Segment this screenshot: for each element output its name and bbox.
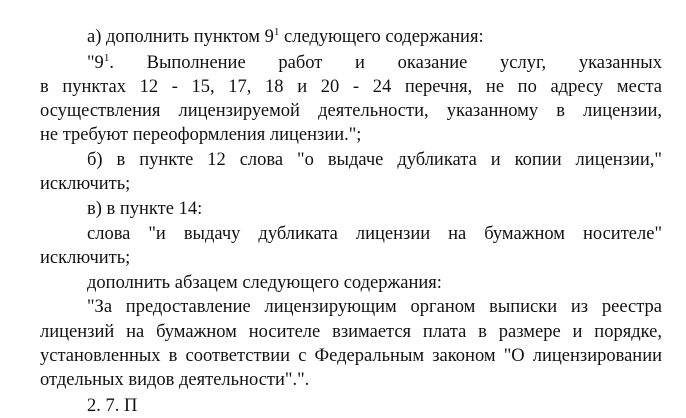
quote-line-4: отдельных видов деятельности".".: [40, 370, 310, 390]
point-9-line-1-text: . Выполнение работ и оказание услуг, указанных: [109, 53, 662, 73]
point-9-line-4: не требуют переоформления лицензии.";: [40, 125, 362, 145]
item-a-intro: [87, 25, 484, 49]
item-v-words-line-2: исключить;: [40, 248, 131, 268]
cut-off-next-line: [87, 394, 207, 416]
item-b-line-1: б) в пункте 12 слова "о выдаче дубликата и копии лицензии,": [87, 150, 662, 170]
point-9-line-2: в пунктах 12 - 15, 17, 18 и 20 - 24 перечня, не по адресу места: [40, 77, 662, 97]
item-v-intro: в) в пункте 14:: [87, 199, 203, 219]
item-v-words-line-1: слова "и выдачу дубликата лицензии на бумажном носителе": [87, 224, 662, 244]
item-a-superscript: 1: [273, 26, 280, 38]
quote-line-3: установленных в соответствии с Федеральным законом "О лицензировании: [40, 346, 662, 366]
quote-line-2: лицензий на бумажном носителе взимается плата в размере и порядке,: [40, 322, 662, 342]
point-9-line-3: осуществления лицензируемой деятельности, указанному в лицензии,: [40, 101, 662, 121]
item-b-line-2: исключить;: [40, 174, 131, 194]
point-9-superscript: 1: [103, 52, 110, 64]
item-v-add-paragraph: дополнить абзацем следующего содержания:: [87, 273, 442, 293]
quote-line-1: "За предоставление лицензирующим органом выписки из реестра: [87, 297, 662, 317]
point-9-line-1: [87, 51, 662, 75]
item-a-text-end: следующего содержания:: [279, 27, 484, 47]
item-a-text: а) дополнить пунктом 9: [87, 27, 274, 47]
cut-off-text: 2. 7. П: [87, 396, 138, 416]
point-9-quote-number: "9: [87, 53, 104, 73]
